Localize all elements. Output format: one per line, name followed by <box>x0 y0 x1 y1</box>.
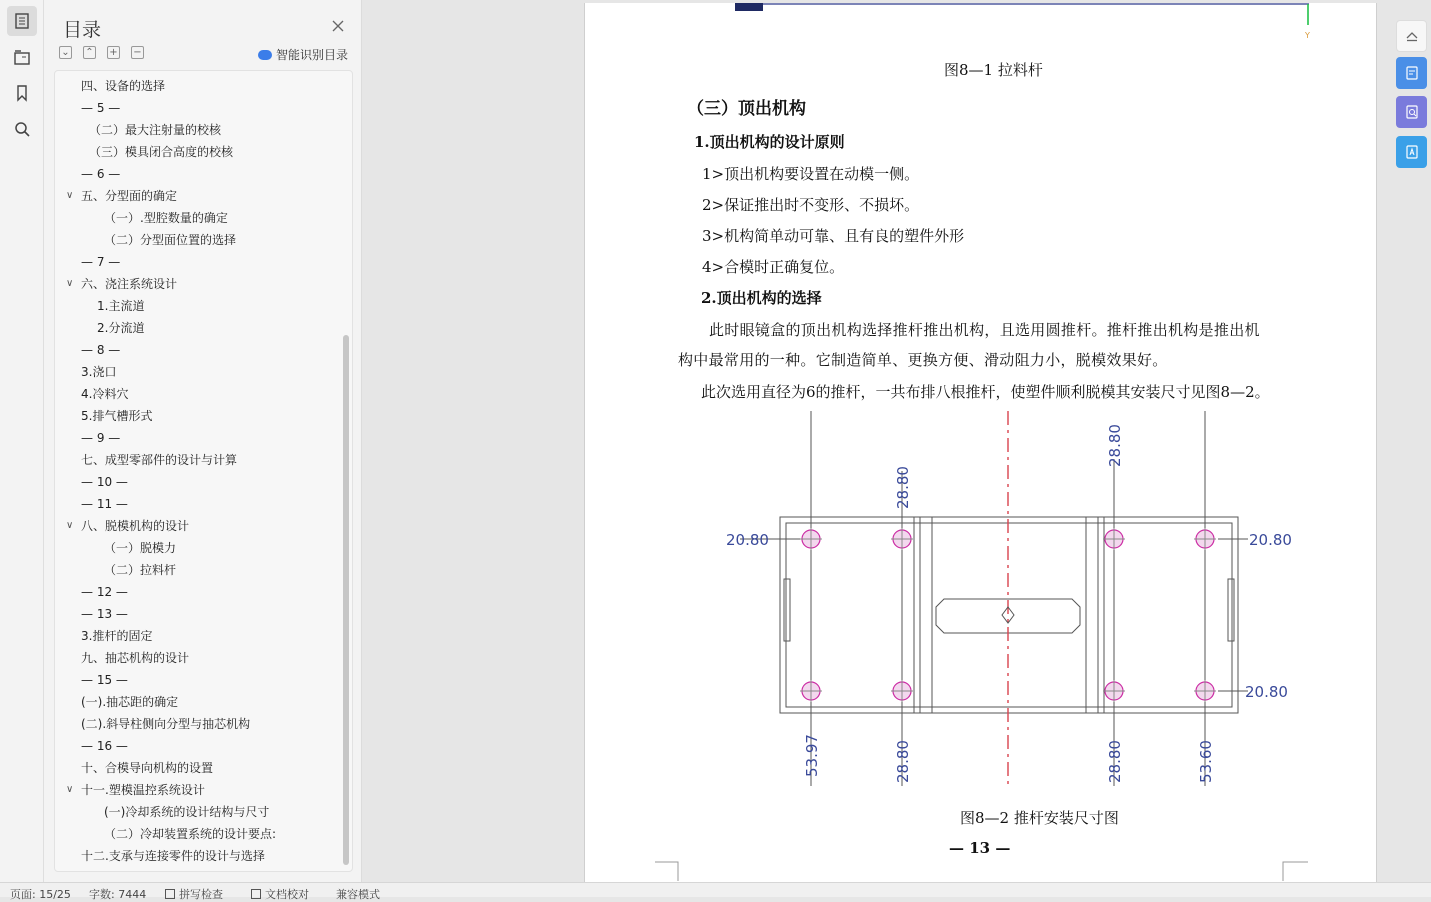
toc-scrollbar[interactable] <box>343 335 349 865</box>
dim-bottom-2: 28.80 <box>894 740 912 783</box>
document-edit-icon <box>1404 65 1420 81</box>
toc-item[interactable] <box>81 75 165 97</box>
toc-item[interactable] <box>66 185 178 207</box>
subheading-selection: 2.顶出机构的选择 <box>701 289 822 307</box>
eject-icon <box>1404 28 1420 44</box>
paragraph-1-line-2: 构中最常用的一种。它制造简单、更换方便、滑动阻力小，脱模效果好。 <box>678 351 1168 369</box>
toc-title: 目录 <box>63 19 102 41</box>
chevron-down-icon[interactable]: ∨ <box>66 784 74 795</box>
remove-item-icon[interactable]: − <box>131 46 144 59</box>
add-item-icon[interactable]: + <box>107 46 120 59</box>
doc-tools-button[interactable] <box>1396 57 1427 89</box>
document-search-icon <box>1404 104 1420 120</box>
toc-item-label: 2.分流道 <box>97 321 145 335</box>
toc-item-label: — 7 — <box>81 255 121 269</box>
dim-right-top: 20.80 <box>1249 531 1292 549</box>
dim-left-top: 20.80 <box>726 531 769 549</box>
fig1-axis-label: Y <box>1305 31 1310 40</box>
status-page: 页面: 15/25 <box>10 888 71 901</box>
toc-item[interactable] <box>81 163 120 185</box>
fig1-drawing <box>735 3 1309 39</box>
toc-item-label: 3.浇口 <box>81 365 117 379</box>
toc-item[interactable] <box>81 713 250 735</box>
bookmark-icon[interactable] <box>7 78 37 108</box>
compat-mode-label: 兼容模式 <box>336 888 380 901</box>
section-heading: （三）顶出机构 <box>687 99 806 119</box>
smart-toc-button[interactable] <box>258 46 348 63</box>
toc-item-label: 八、脱模机构的设计 <box>81 519 190 533</box>
dim-top-right: 28.80 <box>1106 424 1124 467</box>
toc-item[interactable] <box>81 647 189 669</box>
toc-item-label: （二）拉料杆 <box>104 563 177 577</box>
toc-item-label: 六、浇注系统设计 <box>81 277 178 291</box>
toc-item[interactable] <box>104 207 228 229</box>
toc-item[interactable] <box>81 735 128 757</box>
toc-item[interactable] <box>66 515 190 537</box>
doc-translate-button[interactable] <box>1396 136 1427 168</box>
collapse-toolbar-button[interactable] <box>1396 20 1427 52</box>
checkbox-icon <box>251 889 261 899</box>
toc-item-label: （二）分型面位置的选择 <box>104 233 237 247</box>
subheading-principles: 1.顶出机构的设计原则 <box>694 133 845 151</box>
principle-2: 2>保证推出时不变形、不损坏。 <box>702 196 920 214</box>
toc-item[interactable] <box>66 779 205 801</box>
toc-item-label: 五、分型面的确定 <box>81 189 178 203</box>
dim-right-bottom: 20.80 <box>1245 683 1288 701</box>
dim-bottom-3: 28.80 <box>1106 740 1124 783</box>
toc-item-label: 十二.支承与连接零件的设计与选择 <box>81 849 265 863</box>
toc-item[interactable] <box>104 823 276 845</box>
principle-4: 4>合模时正确复位。 <box>702 258 845 276</box>
chevron-down-icon[interactable]: ∨ <box>66 278 74 289</box>
toc-item[interactable] <box>81 691 178 713</box>
smart-toc-label: 智能识别目录 <box>275 48 348 62</box>
toc-item-label: （一）脱模力 <box>104 541 177 555</box>
toc-item-label: — 10 — <box>81 475 128 489</box>
toc-item[interactable] <box>81 339 120 361</box>
principle-3: 3>机构简单动可靠、且有良的塑件外形 <box>702 227 965 245</box>
doc-search-button[interactable] <box>1396 96 1427 128</box>
toc-item-label: — 8 — <box>81 343 121 357</box>
ejector-pin-drawing <box>700 411 1310 791</box>
status-word-count: 字数: 7444 <box>89 888 147 901</box>
toc-item-label: 七、成型零部件的设计与计算 <box>81 453 238 467</box>
fig1-caption: 图8—1 拉料杆 <box>944 61 1043 79</box>
toc-list <box>54 70 353 872</box>
page-number: — 13 — <box>949 839 1011 857</box>
toc-panel <box>44 0 362 882</box>
toc-item-label: 四、设备的选择 <box>81 79 166 93</box>
corner-mark-left <box>655 861 681 881</box>
principle-1: 1>顶出机构要设置在动模一侧。 <box>702 165 920 183</box>
chevron-down-icon[interactable]: ∨ <box>66 190 74 201</box>
toc-item[interactable] <box>81 449 237 471</box>
toc-item[interactable] <box>89 141 233 163</box>
toc-item[interactable] <box>81 383 128 405</box>
toc-item[interactable] <box>81 669 128 691</box>
toc-item-label: 十一.塑模温控系统设计 <box>81 783 205 797</box>
chevron-down-icon[interactable]: ∨ <box>66 520 74 531</box>
toc-item[interactable] <box>81 581 128 603</box>
proofread-toggle[interactable]: 文档校对 <box>251 886 309 902</box>
dim-top-left: 28.80 <box>894 466 912 509</box>
fig2-caption: 图8—2 推杆安装尺寸图 <box>960 809 1119 827</box>
toc-item-label: （二）最大注射量的校核 <box>89 123 222 137</box>
toc-item-label: 1.主流道 <box>97 299 145 313</box>
toc-item[interactable] <box>81 471 128 493</box>
translate-icon <box>1404 144 1420 160</box>
toc-item[interactable] <box>104 229 236 251</box>
toc-item-label: (二).斜导柱侧向分型与抽芯机构 <box>81 717 251 731</box>
outline-icon[interactable] <box>7 42 37 72</box>
toc-item[interactable] <box>104 801 269 823</box>
spell-check-toggle[interactable]: 拼写检查 <box>165 886 223 902</box>
toc-item-label: 九、抽芯机构的设计 <box>81 651 190 665</box>
left-icon-rail <box>0 0 44 882</box>
paragraph-2: 此次选用直径为6的推杆，一共布排八根推杆，使塑件顺利脱模其安装尺寸见图8—2。 <box>701 383 1270 401</box>
toc-item[interactable] <box>104 537 176 559</box>
toc-item-label: 4.冷料穴 <box>81 387 129 401</box>
toc-item[interactable] <box>81 845 265 867</box>
collapse-all-icon[interactable]: ⌄ <box>59 46 72 59</box>
dim-bottom-1: 53.97 <box>803 734 821 777</box>
corner-mark-right <box>1282 861 1308 881</box>
search-icon[interactable] <box>7 114 37 144</box>
toc-item-label: (一).抽芯距的确定 <box>81 695 179 709</box>
toc-item[interactable] <box>66 273 178 295</box>
toc-item[interactable] <box>81 493 128 515</box>
toc-item-label: （一）.型腔数量的确定 <box>104 211 228 225</box>
toc-item[interactable] <box>81 757 213 779</box>
toc-item-label: — 6 — <box>81 167 121 181</box>
toc-item[interactable] <box>89 119 221 141</box>
toc-item[interactable] <box>81 251 120 273</box>
document-page <box>584 3 1377 882</box>
toc-item[interactable] <box>81 625 152 647</box>
toc-item-label: — 13 — <box>81 607 128 621</box>
toc-item-label: — 11 — <box>81 497 128 511</box>
toc-item-label: — 5 — <box>81 101 121 115</box>
toc-item-label: 十、合模导向机构的设置 <box>81 761 214 775</box>
toc-item-label: — 12 — <box>81 585 128 599</box>
toc-item[interactable] <box>97 317 144 339</box>
dim-bottom-4: 53.60 <box>1197 740 1215 783</box>
paragraph-1-line-1: 此时眼镜盒的顶出机构选择推杆推出机构，且选用圆推杆。推杆推出机构是推出机 <box>709 321 1260 339</box>
toc-item-label: — 16 — <box>81 739 128 753</box>
toc-item[interactable] <box>81 427 120 449</box>
toc-item-label: 3.推杆的固定 <box>81 629 153 643</box>
cloud-icon <box>258 50 272 60</box>
checkbox-icon <box>165 889 175 899</box>
toc-item-label: （三）模具闭合高度的校核 <box>89 145 234 159</box>
close-icon[interactable] <box>331 19 345 33</box>
toc-item[interactable] <box>81 405 152 427</box>
toc-item[interactable] <box>81 361 116 383</box>
toc-item-label: — 9 — <box>81 431 121 445</box>
toc-item-label: (一)冷却系统的设计结构与尺寸 <box>104 805 270 819</box>
toc-panel-icon[interactable] <box>7 6 37 36</box>
toc-item[interactable] <box>81 97 120 119</box>
status-bar <box>0 882 1431 901</box>
toc-item-label: （二）冷却装置系统的设计要点: <box>104 827 277 841</box>
toc-item-label: 5.排气槽形式 <box>81 409 153 423</box>
toc-item-label: — 15 — <box>81 673 128 687</box>
toc-item[interactable] <box>97 295 144 317</box>
toc-item[interactable] <box>81 603 128 625</box>
toc-item[interactable] <box>104 559 176 581</box>
expand-all-icon[interactable]: ⌃ <box>83 46 96 59</box>
